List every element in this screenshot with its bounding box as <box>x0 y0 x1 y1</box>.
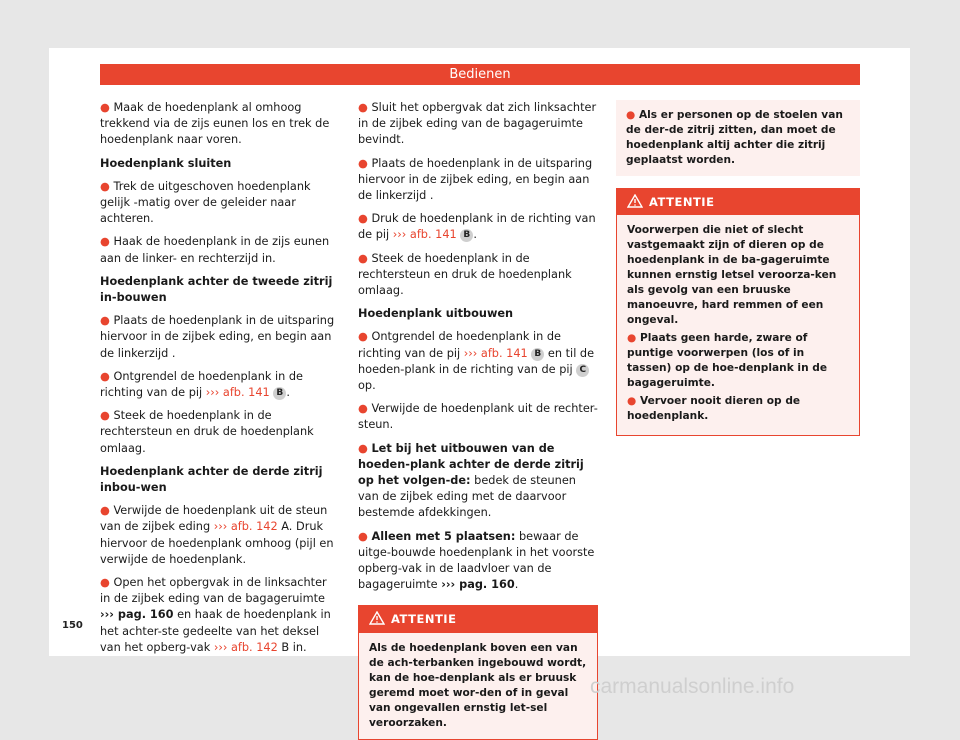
bullet-icon: ● <box>358 402 368 416</box>
paragraph: ● Let bij het uitbouwen van de hoeden-plank achter de derde zitrij op het volgen-de: bedek de steunen van de zijbek eding met de daarvoor bestemde afdekkingen. <box>358 441 584 520</box>
subheading: Hoedenplank achter de tweede zitrij in-bouwen <box>100 274 333 305</box>
warning-paragraph: Voorwerpen die niet of slecht vastgemaakt zijn of dieren op de hoedenplank in de ba-gageruimte kunnen ernstig letsel veroorza-ken als gevolg van een bruuske manoeuvre, hard remmen of een ongeval. <box>627 224 837 327</box>
paragraph: ● Alleen met 5 plaatsen: bewaar de uitge-bouwde hoedenplank in het voorste opberg-vak in de laadvloer van de bagageruimte ››› pag. 160. <box>358 529 595 592</box>
bullet-icon: ● <box>358 441 368 455</box>
subheading: Hoedenplank achter de derde zitrij inbou-wen <box>100 464 323 495</box>
circle-label-icon: B <box>273 387 286 400</box>
column-3 <box>616 100 860 436</box>
bullet-icon: ● <box>100 576 110 590</box>
bullet-icon: ● <box>627 395 637 408</box>
figure-link[interactable]: ››› afb. 142 <box>213 640 278 654</box>
figure-link[interactable]: ››› afb. 142 <box>213 520 278 534</box>
watermark: carmanualsonline.info <box>590 675 795 698</box>
paragraph: ● Open het opbergvak in de linksachter in de zijbek eding van de bagageruimte ››› pag. 160 en haak de hoedenplank in het achter-ste gedeelte van het deksel van het opberg-vak ››› afb. 142 B in. <box>100 576 331 654</box>
warning-triangle-icon <box>369 611 385 625</box>
paragraph: ● Steek de hoedenplank in de rechtersteun en druk de hoedenplank omlaag. <box>358 251 572 298</box>
paragraph: ● Plaats de hoedenplank in de uitsparing hiervoor in de zijbek eding, en begin aan de linkerzijd . <box>100 314 335 360</box>
bullet-icon: ● <box>358 330 368 344</box>
page-number: 150 <box>62 620 83 631</box>
paragraph: ● Ontgrendel de hoedenplank in de richting van de pij ››› afb. 141 B . <box>100 369 304 400</box>
bullet-icon: ● <box>627 332 637 345</box>
paragraph: ● Druk de hoedenplank in de richting van de pij ››› afb. 141 B . <box>358 212 596 242</box>
warning-triangle-icon <box>627 194 643 208</box>
bullet-icon: ● <box>358 251 368 265</box>
note-box <box>616 100 860 176</box>
section-header: Bedienen <box>100 64 860 85</box>
bullet-icon: ● <box>100 101 110 114</box>
subheading: Hoedenplank uitbouwen <box>358 307 514 321</box>
circle-label-icon: C <box>576 364 589 377</box>
warning-box <box>358 605 598 739</box>
circle-label-icon: B <box>460 229 473 242</box>
paragraph: ● Haak de hoedenplank in de zijs eunen aan de linker- en rechterzijd in. <box>100 235 330 265</box>
subheading: Hoedenplank sluiten <box>100 156 232 170</box>
bullet-icon: ● <box>100 409 110 423</box>
paragraph: ● Verwijde de hoedenplank uit de rechter-steun. <box>358 402 598 432</box>
paragraph: ● Trek de uitgeschoven hoedenplank gelijk -matig over de geleider naar achteren. <box>100 179 311 226</box>
column-1 <box>100 100 340 663</box>
warning-text: Als de hoedenplank boven een van de ach-terbanken ingebouwd wordt, kan de hoe-denplank als er bruusk geremd moet wor-den of in geval van ongevallen ernstig let-sel veroorzaken. <box>369 641 587 729</box>
page-link[interactable]: ››› pag. 160 <box>100 608 174 622</box>
figure-link[interactable]: ››› afb. 141 <box>463 346 528 360</box>
warning-body <box>617 215 859 435</box>
paragraph: ● Ontgrendel de hoedenplank in de richting van de pij ››› afb. 141 B en til de hoeden-plank in de richting van de pij C op. <box>358 330 595 393</box>
bullet-icon: ● <box>100 235 110 249</box>
paragraph: ● Steek de hoedenplank in de rechtersteun en druk de hoedenplank omlaag. <box>100 409 314 455</box>
warning-bullet: ● Vervoer nooit dieren op de hoedenplank. <box>627 395 801 423</box>
bullet-icon: ● <box>100 314 110 328</box>
note-text: ● Als er personen op de stoelen van de der-de zitrij zitten, dan moet de hoedenplank altij achter die zitrij geplaatst worden. <box>626 109 843 166</box>
paragraph: ● Verwijde de hoedenplank uit de steun van de zijbek eding ››› afb. 142 A. Druk hiervoor de hoedenplank omhoog (pijl en verwijde de hoedenplank. <box>100 504 334 566</box>
paragraph: ● Maak de hoedenplank al omhoog trekkend via de zijs eunen los en trek de hoedenplank naar voren. <box>100 101 330 147</box>
bullet-icon: ● <box>100 179 110 193</box>
column-2 <box>358 100 598 740</box>
page-link[interactable]: ››› pag. 160 <box>441 578 515 592</box>
warning-box <box>616 188 860 436</box>
bullet-icon: ● <box>358 529 368 543</box>
bullet-icon: ● <box>358 212 368 226</box>
bullet-icon: ● <box>100 504 110 518</box>
figure-link[interactable]: ››› afb. 141 <box>205 386 270 400</box>
figure-link[interactable]: ››› afb. 141 <box>392 228 457 242</box>
warning-bullet: ● Plaats geen harde, zware of puntige voorwerpen (los of in tassen) op de hoe-denplank in de bagageruimte. <box>627 332 828 390</box>
paragraph: ● Sluit het opbergvak dat zich linksachter in de zijbek eding van de bagageruimte bevindt. <box>358 101 597 147</box>
bullet-icon: ● <box>358 101 368 114</box>
bullet-icon: ● <box>358 156 368 170</box>
warning-header: ATTENTIE <box>359 606 597 632</box>
paragraph: ● Plaats de hoedenplank in de uitsparing hiervoor in de zijbek eding, en begin aan de linkerzijd . <box>358 156 593 203</box>
warning-header: ATTENTIE <box>617 189 859 215</box>
circle-label-icon: B <box>531 348 544 361</box>
bullet-icon: ● <box>100 369 110 383</box>
